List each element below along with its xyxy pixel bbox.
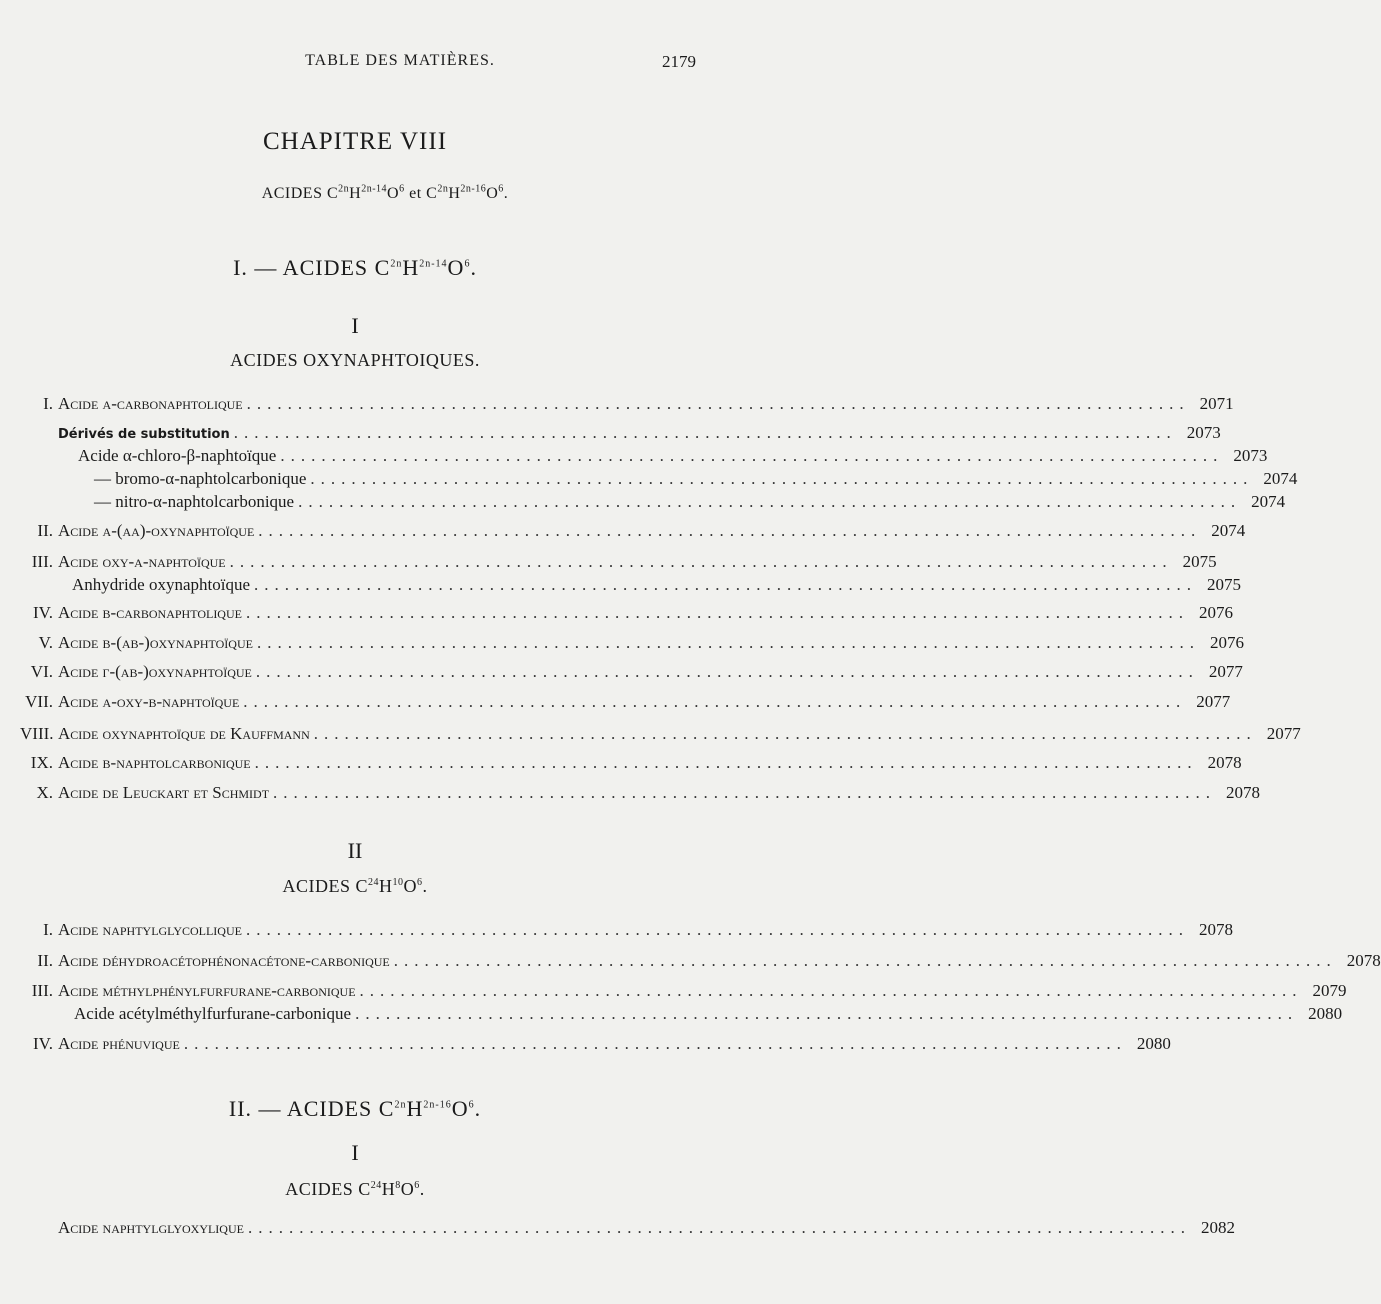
- dot-leader: ............................................................................................: [233, 423, 1177, 442]
- dot-leader: ............................................................................................: [393, 951, 1337, 970]
- dot-leader: ............................................................................................: [246, 394, 1190, 413]
- dot-leader: ............................................................................................: [255, 662, 1199, 681]
- dot-leader: ............................................................................................: [245, 920, 1189, 939]
- entry-title: Acide β-(αβ-)oxynaphtoïque: [58, 633, 253, 652]
- toc-entry[interactable]: [20, 552, 1217, 576]
- dot-leader: ............................................................................................: [254, 753, 1198, 772]
- dot-leader: ............................................................................................: [243, 692, 1187, 711]
- chapter-subtitle: ACIDES $C^{2n}H^{2n-14}O^6$ et $C^{2n}H^{2n-16}O^6$.: [261, 183, 509, 202]
- entry-title: Anhydride oxynaphtoïque: [72, 575, 250, 594]
- toc-entry[interactable]: [20, 981, 1347, 1005]
- entry-title: Acide α-carbonaphtolique: [58, 394, 243, 413]
- entry-title: Acide α-chloro-β-naphtoïque: [78, 446, 277, 465]
- group-title: ACIDES $C^{24}H^{10}O^6$.: [282, 876, 428, 896]
- toc-entry[interactable]: [20, 603, 1233, 627]
- dot-leader: ............................................................................................: [313, 724, 1257, 743]
- entry-number: I.: [43, 394, 53, 413]
- entry-title: Acide acétylméthylfurfurane-carbonique: [74, 1004, 352, 1023]
- section-heading: II. — ACIDES $C^{2n}H^{2n-16}O^6$.: [228, 1096, 482, 1121]
- toc-entry[interactable]: [20, 662, 1243, 686]
- entry-title: Acide α-(αα)-oxynaphtoïque: [58, 521, 255, 540]
- entry-page: 2080: [1308, 1004, 1343, 1023]
- entry-page: 2075: [1182, 552, 1217, 571]
- entry-page: 2074: [1251, 492, 1286, 511]
- entry-number: IX.: [30, 753, 53, 772]
- entry-page: 2078: [1207, 753, 1242, 772]
- dot-leader: ............................................................................................: [245, 603, 1189, 622]
- entry-page: 2074: [1263, 469, 1298, 488]
- toc-entry[interactable]: [20, 521, 1246, 545]
- entry-number: III.: [31, 552, 53, 571]
- dot-leader: ............................................................................................: [273, 783, 1217, 802]
- group-roman: I: [351, 313, 359, 338]
- entry-page: 2080: [1136, 1034, 1171, 1053]
- entry-number: II.: [37, 521, 53, 540]
- entry-number: III.: [31, 981, 53, 1000]
- toc-entry[interactable]: [20, 692, 1231, 716]
- section-heading: I. — ACIDES $C^{2n}H^{2n-14}O^6$.: [233, 255, 477, 280]
- toc-entry[interactable]: [20, 633, 1244, 657]
- entry-page: 2076: [1198, 603, 1233, 622]
- group-roman: II: [347, 838, 363, 863]
- page-number: 2179: [662, 52, 696, 71]
- entry-page: 2078: [1198, 920, 1233, 939]
- dot-leader: ............................................................................................: [247, 1218, 1191, 1237]
- dot-leader: ............................................................................................: [254, 575, 1197, 594]
- dot-leader: ............................................................................................: [229, 552, 1173, 571]
- entry-title: Acide β-carbonaphtolique: [58, 603, 242, 622]
- dot-leader: ............................................................................................: [256, 633, 1200, 652]
- entry-title: Acide oxy-α-naphtoïque: [58, 552, 226, 571]
- dot-leader: ............................................................................................: [355, 1004, 1299, 1023]
- entry-title: Acide méthylphénylfurfurane-carbonique: [58, 981, 356, 1000]
- group-roman: I: [351, 1140, 359, 1165]
- entry-title: Acide α-oxy-β-naphtoïque: [58, 692, 240, 711]
- toc-entry[interactable]: [20, 753, 1242, 777]
- entry-number: VII.: [25, 692, 53, 711]
- toc-entry[interactable]: [20, 783, 1261, 807]
- entry-title: Acide β-naphtolcarbonique: [58, 753, 251, 772]
- entry-title: Acide de Leuckart et Schmidt: [58, 783, 270, 802]
- entry-number: II.: [37, 951, 53, 970]
- entry-page: 2073: [1233, 446, 1268, 465]
- toc-entry[interactable]: [20, 1218, 1235, 1242]
- entry-number: X.: [36, 783, 53, 802]
- toc-entry[interactable]: [20, 492, 1286, 516]
- group-title: ACIDES OXYNAPHTOIQUES.: [230, 350, 480, 370]
- entry-page: 2077: [1208, 662, 1243, 681]
- entry-page: 2074: [1211, 521, 1246, 540]
- toc-entry[interactable]: [20, 575, 1241, 599]
- entry-title: Acide oxynaphtoïque de Kauffmann: [58, 724, 310, 743]
- entry-title: Acide phénuvique: [58, 1034, 180, 1053]
- toc-entry[interactable]: [20, 920, 1233, 944]
- entry-number: IV.: [33, 1034, 53, 1053]
- entry-title: — nitro-α-naphtolcarbonique: [94, 492, 295, 511]
- toc-entry[interactable]: [20, 951, 1381, 975]
- toc-entry[interactable]: [20, 1004, 1343, 1028]
- running-title: TABLE DES MATIÈRES.: [305, 52, 495, 69]
- entry-number: VIII.: [20, 724, 54, 743]
- entry-page: 2078: [1346, 951, 1381, 970]
- toc-entry[interactable]: [20, 724, 1301, 748]
- toc-entry[interactable]: [20, 1034, 1171, 1058]
- dot-leader: ............................................................................................: [298, 492, 1242, 511]
- toc-entry[interactable]: [20, 394, 1234, 418]
- entry-page: 2077: [1196, 692, 1231, 711]
- entry-number: V.: [38, 633, 53, 652]
- entry-page: 2077: [1266, 724, 1301, 743]
- entry-number: I.: [43, 920, 53, 939]
- entry-title: Dérivés de substitution: [58, 427, 230, 442]
- entry-page: 2075: [1207, 575, 1241, 594]
- toc-entry[interactable]: [20, 446, 1268, 470]
- entry-title: Acide déhydroacétophénonacétone-carbonique: [58, 951, 390, 970]
- dot-leader: ............................................................................................: [359, 981, 1303, 1000]
- dot-leader: ............................................................................................: [258, 521, 1202, 540]
- entry-page: 2078: [1226, 783, 1261, 802]
- entry-page: 2082: [1200, 1218, 1235, 1237]
- entry-number: VI.: [30, 662, 53, 681]
- entry-page: 2079: [1312, 981, 1347, 1000]
- entry-number: IV.: [33, 603, 53, 622]
- entry-page: 2071: [1199, 394, 1234, 413]
- toc-entry[interactable]: [20, 423, 1221, 447]
- entry-title: Acide naphtylglyoxylique: [58, 1218, 244, 1237]
- entry-title: Acide γ-(αβ-)oxynaphtoïque: [58, 662, 252, 681]
- toc-entry[interactable]: [20, 469, 1298, 493]
- chapter-title: CHAPITRE VIII: [262, 128, 448, 155]
- dot-leader: ............................................................................................: [183, 1034, 1127, 1053]
- entry-title: Acide naphtylglycollique: [58, 920, 242, 939]
- dot-leader: ............................................................................................: [280, 446, 1224, 465]
- entry-page: 2073: [1186, 423, 1221, 442]
- entry-page: 2076: [1209, 633, 1244, 652]
- entry-title: — bromo-α-naphtolcarbonique: [94, 469, 307, 488]
- dot-leader: ............................................................................................: [310, 469, 1254, 488]
- group-title: ACIDES $C^{24}H^8O^6$.: [285, 1179, 425, 1199]
